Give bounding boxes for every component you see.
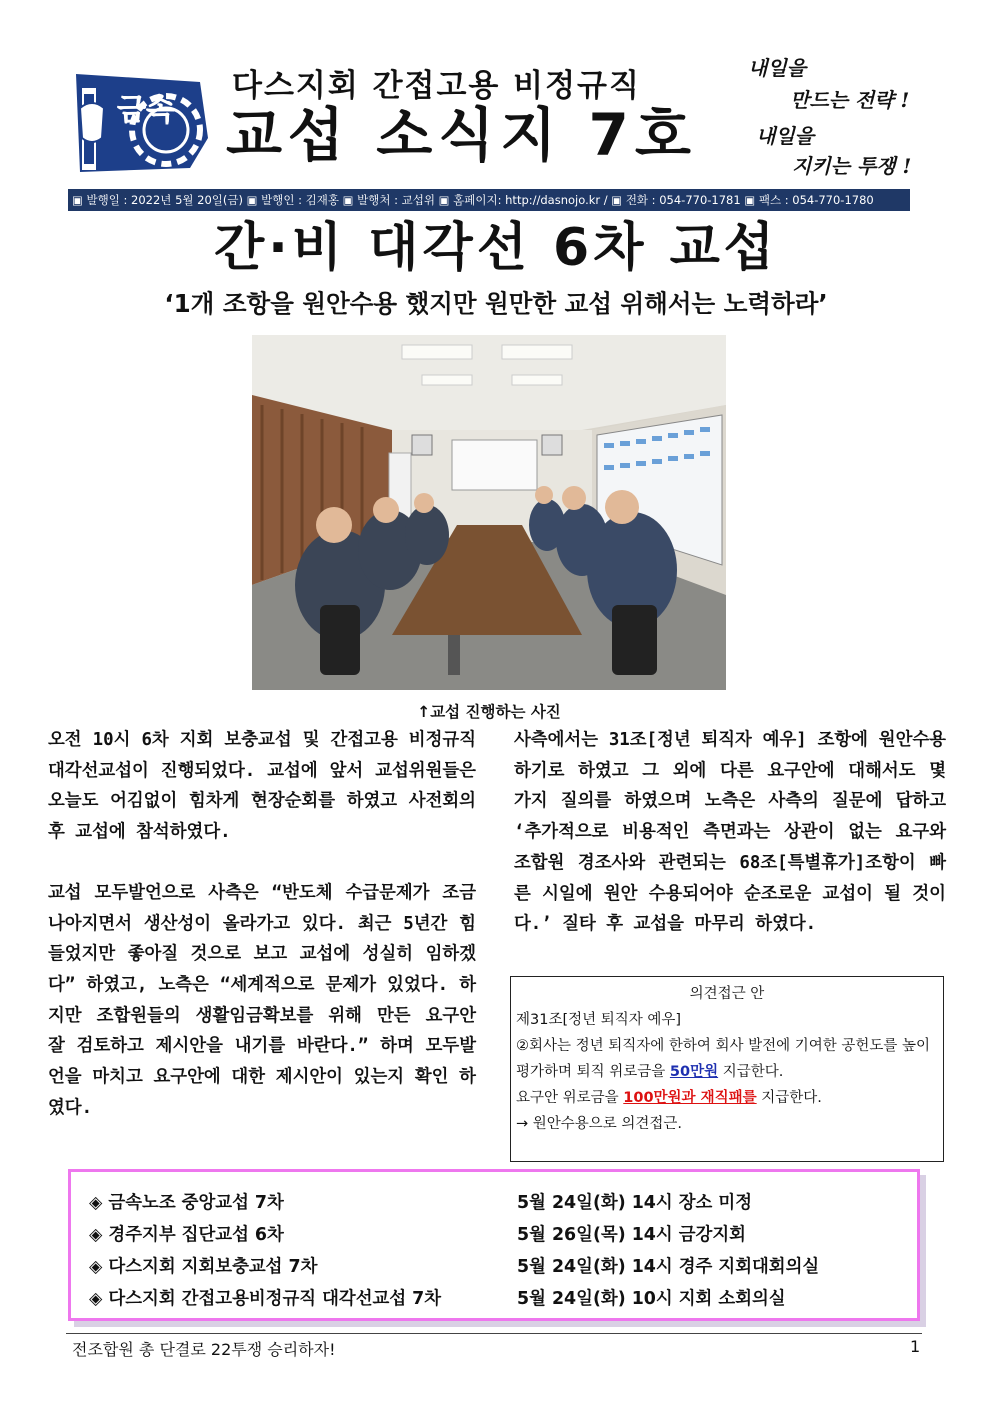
union-title: 다스지회 간접고용 비정규직 bbox=[232, 68, 641, 104]
page-number: 1 bbox=[910, 1337, 921, 1356]
schedule-event: ◈ 다스지회 지회보충교섭 7차 bbox=[89, 1257, 318, 1277]
footer-divider bbox=[66, 1333, 922, 1334]
demand-text-a: 요구안 위로금을 bbox=[516, 1090, 624, 1106]
publication-info-bar: ▣ 발행일 : 2022년 5월 20일(금) ▣ 발행인 : 김재홍 ▣ 발행처 : 교섭위 ▣ 홈페이지: http://dasnojo.kr / ▣ 전화 : 054-770-1781 ▣ 팩스 : 054-770-1780 bbox=[68, 189, 910, 211]
schedule-when: 5월 24일(화) 14시 경주 지회대회의실 bbox=[517, 1257, 820, 1277]
schedule-box bbox=[68, 1169, 920, 1321]
article-paragraph-2: 교섭 모두발언으로 사측은 “반도체 수급문제가 조금 나아지면서 생산성이 올라가고 있다. 최근 5년간 힘들었지만 좋아질 것으로 보고 교섭에 성실히 임하겠다” 하였고, 노측은 “세계적으로 문제가 있었다. 하지만 조합원들의 생활임금확보를 위해 만든 요구안 잘 검토하고 제시안을 내기를 바란다.” 하며 모두발언을 마치고 요구안에 대한 제시안이 있는지 확인 하였다. bbox=[48, 882, 476, 1118]
headline: 간·비 대각선 6차 교섭 bbox=[213, 218, 779, 278]
article-left-column bbox=[48, 725, 476, 1123]
logo-text: 금속 bbox=[117, 93, 175, 128]
schedule-event: ◈ 금속노조 중앙교섭 7차 bbox=[89, 1193, 284, 1213]
slogan-line-2: 만드는 전략 ! bbox=[790, 88, 910, 112]
schedule-event: ◈ 다스지회 간접고용비정규직 대각선교섭 7차 bbox=[89, 1289, 442, 1309]
union-logo bbox=[72, 68, 212, 178]
meeting-photo bbox=[252, 335, 726, 690]
demand-amount: 100만원과 재직패를 bbox=[623, 1090, 757, 1106]
footer-slogan: 전조합원 총 단결로 22투쟁 승리하자! bbox=[72, 1340, 336, 1359]
opinion-article: 제31조[정년 퇴직자 예우] bbox=[516, 1012, 682, 1028]
article-paragraph-1: 오전 10시 6차 지회 보충교섭 및 간접고용 비정규직 대각선교섭이 진행되었다. 교섭에 앞서 교섭위원들은 오늘도 어김없이 힘차게 현장순회를 하였고 사전회의 후 교섭에 참석하였다. bbox=[48, 730, 476, 843]
clause-text-a: ②회사는 정년 퇴직자에 한하여 회사 발전에 기여한 공헌도를 높이 평가하며 퇴직 위로금을 bbox=[516, 1038, 931, 1080]
photo-caption: ↑교섭 진행하는 사진 bbox=[417, 703, 561, 721]
opinion-box bbox=[510, 976, 944, 1162]
slogan-line-1: 내일을 bbox=[748, 56, 806, 80]
demand-text-b: 지급한다. bbox=[756, 1090, 822, 1106]
clause-text-b: 지급한다. bbox=[718, 1064, 784, 1080]
schedule-when: 5월 24일(화) 14시 장소 미정 bbox=[517, 1193, 753, 1213]
schedule-when: 5월 26일(목) 14시 금강지회 bbox=[517, 1225, 746, 1245]
article-paragraph-3: 사측에서는 31조[정년 퇴직자 예우] 조항에 원안수용하기로 하였고 그 외에 다른 요구안에 대해서도 몇 가지 질의를 하였으며 노측은 사측의 질문에 답하고 ‘추가적으로 비용적인 측면과는 상관이 없는 요구와 조합원 경조사와 관련되는 68조[특별휴가]조항이 빠른 시일에 원안 수용되어야 순조로운 교섭이 될 것이다.’ 질타 후 교섭을 마무리 하였다. bbox=[514, 730, 946, 935]
article-right-column bbox=[514, 725, 946, 940]
clause-amount: 50만원 bbox=[669, 1064, 719, 1080]
newsletter-title: 교섭 소식지 7호 bbox=[226, 101, 697, 169]
subheadline: ‘1개 조항을 원안수용 했지만 원만한 교섭 위해서는 노력하라’ bbox=[164, 289, 828, 318]
opinion-result: → 원안수용으로 의견접근. bbox=[516, 1116, 683, 1132]
paragraph-spacer bbox=[48, 848, 476, 878]
schedule-when: 5월 24일(화) 10시 지회 소회의실 bbox=[517, 1289, 786, 1309]
opinion-demand bbox=[516, 1085, 938, 1111]
opinion-clause bbox=[516, 1033, 938, 1085]
slogan-line-4: 지키는 투쟁 ! bbox=[792, 154, 912, 178]
schedule-event: ◈ 경주지부 집단교섭 6차 bbox=[89, 1225, 284, 1245]
slogan-line-3: 내일을 bbox=[756, 124, 814, 148]
opinion-box-title: 의견접근 안 bbox=[689, 986, 765, 1002]
